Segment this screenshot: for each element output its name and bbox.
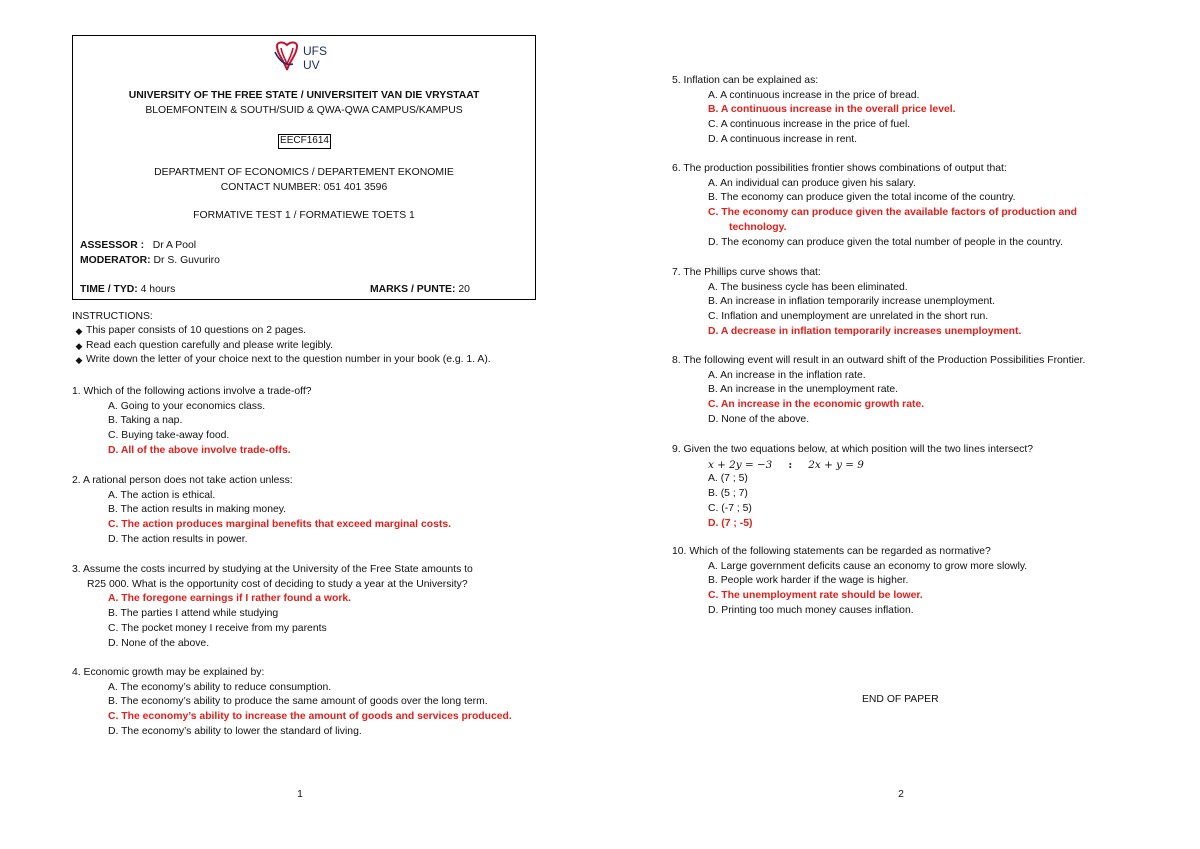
assessor-value: Dr A Pool — [152, 240, 197, 251]
option-b: B. The parties I attend while studying — [108, 608, 279, 620]
option-b: B. The action results in making money. — [108, 504, 287, 516]
question-stem: 3. Assume the costs incurred by studying at the University of the Free State amounts to — [72, 564, 473, 575]
marks-value: 20 — [458, 284, 470, 295]
test-title: FORMATIVE TEST 1 / FORMATIEWE TOETS 1 — [193, 210, 415, 221]
option-c: C. Buying take-away food. — [108, 430, 230, 442]
question-8 — [672, 354, 1172, 428]
option-c-correct: C. The economy can produce given the available factors of production and — [708, 207, 1077, 219]
page-2 — [600, 0, 1200, 849]
time-value: 4 hours — [140, 284, 176, 295]
logo-text-bottom: UV — [303, 58, 320, 72]
question-4 — [72, 666, 572, 740]
option-c: C. Inflation and unemployment are unrelated in the short run. — [708, 311, 989, 323]
equation-separator: : — [788, 458, 793, 471]
instruction-item: ◆ Read each question carefully and please write legibly. — [72, 339, 552, 354]
option-a: A. The economy’s ability to reduce consumption. — [108, 681, 332, 693]
option-d: D. A continuous increase in rent. — [708, 133, 858, 145]
question-9 — [672, 443, 1172, 531]
question-6 — [672, 162, 1172, 250]
ufs-logo — [273, 40, 343, 74]
assessor-label: ASSESSOR : — [80, 240, 145, 251]
question-7 — [672, 266, 1142, 340]
bullet-icon: ◆ — [75, 340, 83, 351]
cover-header-box — [72, 35, 536, 300]
option-c: C. A continuous increase in the price of fuel. — [708, 119, 911, 131]
page-number-2: 2 — [898, 789, 904, 800]
option-a-correct: A. The foregone earnings if I rather found a work. — [108, 593, 352, 605]
option-a: A. (7 ; 5) — [708, 473, 748, 485]
marks-label: MARKS / PUNTE: — [370, 284, 456, 295]
option-c-continued: technology. — [729, 221, 787, 233]
contact-number: CONTACT NUMBER: 051 401 3596 — [220, 182, 388, 193]
question-3 — [72, 563, 542, 651]
campus-line: BLOEMFONTEIN & SOUTH/SUID & QWA-QWA CAMPUS/KAMPUS — [145, 105, 463, 116]
option-a: A. Large government deficits cause an economy to grow more slowly. — [708, 560, 1028, 572]
option-a: A. An individual can produce given his salary. — [708, 177, 916, 189]
option-b: B. An increase in inflation temporarily increase unemployment. — [708, 296, 996, 308]
option-c-correct: C. The unemployment rate should be lower. — [708, 590, 923, 602]
question-stem: 7. The Phillips curve shows that: — [672, 267, 821, 278]
instructions-title: INSTRUCTIONS: — [72, 311, 153, 322]
question-stem: 5. Inflation can be explained as: — [672, 75, 819, 86]
option-c: C. (-7 ; 5) — [708, 502, 752, 514]
option-d: D. The economy’s ability to lower the standard of living. — [108, 725, 362, 737]
logo-text-top: UFS — [303, 44, 327, 58]
option-b-correct: B. A continuous increase in the overall price level. — [708, 104, 956, 116]
question-stem: 1. Which of the following actions involve a trade-off? — [72, 386, 312, 397]
option-b: B. People work harder if the wage is higher. — [708, 575, 909, 587]
option-b: B. The economy can produce given the total income of the country. — [708, 192, 1016, 204]
assessor-row — [80, 239, 196, 252]
option-d: D. None of the above. — [708, 413, 810, 425]
equation-2: 2𝑥 + 𝑦 = 9 — [808, 458, 864, 471]
option-c-correct: C. An increase in the economic growth rate. — [708, 399, 925, 411]
page-number-1: 1 — [297, 789, 303, 800]
question-stem: 2. A rational person does not take action unless: — [72, 475, 293, 486]
bullet-icon: ◆ — [75, 326, 83, 336]
question-stem: 10. Which of the following statements can be regarded as normative? — [672, 546, 991, 557]
equation-1: 𝑥 + 2𝑦 = −3 — [708, 458, 773, 471]
question-stem: 9. Given the two equations below, at which position will the two lines intersect? — [672, 444, 1033, 455]
option-d: D. None of the above. — [108, 637, 210, 649]
option-d-correct: D. A decrease in inflation temporarily increases unemployment. — [708, 325, 1022, 337]
moderator-row — [80, 254, 220, 267]
option-d: D. Printing too much money causes inflation. — [708, 604, 914, 616]
question-2 — [72, 474, 542, 548]
moderator-value: Dr S. Guvuriro — [153, 255, 220, 266]
option-b: B. An increase in the unemployment rate. — [708, 384, 899, 396]
option-a: A. The business cycle has been eliminated. — [708, 281, 908, 293]
question-stem: 4. Economic growth may be explained by: — [72, 667, 265, 678]
option-d: D. The economy can produce given the total number of people in the country. — [708, 236, 1063, 248]
university-name: UNIVERSITY OF THE FREE STATE / UNIVERSITEIT VAN DIE VRYSTAAT — [128, 90, 480, 101]
marks-row — [370, 283, 470, 296]
instruction-item: ◆ This paper consists of 10 questions on 2 pages. — [72, 324, 552, 339]
option-d-correct: D. (7 ; -5) — [708, 517, 753, 529]
option-a: A. A continuous increase in the price of bread. — [708, 89, 920, 101]
question-1 — [72, 385, 542, 459]
option-b: B. Taking a nap. — [108, 415, 183, 427]
option-c: C. The pocket money I receive from my parents — [108, 622, 327, 634]
instructions-block — [72, 310, 552, 368]
question-stem: 6. The production possibilities frontier shows combinations of output that: — [672, 163, 1007, 174]
option-c-correct: C. The action produces marginal benefits that exceed marginal costs. — [108, 519, 451, 531]
option-b: B. The economy’s ability to produce the same amount of goods over the long term. — [108, 696, 488, 708]
option-b: B. (5 ; 7) — [708, 488, 748, 500]
end-of-paper: END OF PAPER — [862, 694, 939, 705]
module-code: EECF1614 — [278, 134, 331, 149]
instruction-item: ◆ Write down the letter of your choice next to the question number in your book (e.g. 1. A). — [72, 353, 552, 368]
time-row — [80, 283, 175, 296]
question-stem: 8. The following event will result in an outward shift of the Production Possibilities Frontier. — [672, 355, 1086, 366]
question-5 — [672, 74, 1142, 148]
moderator-label: MODERATOR: — [80, 255, 151, 266]
department-line: DEPARTMENT OF ECONOMICS / DEPARTEMENT EKONOMIE — [154, 167, 454, 178]
option-d: D. The action results in power. — [108, 533, 248, 545]
option-d-correct: D. All of the above involve trade-offs. — [108, 444, 291, 456]
bullet-icon: ◆ — [75, 355, 83, 365]
question-stem-continued: R25 000. What is the opportunity cost of deciding to study a year at the University? — [87, 578, 468, 590]
question-10 — [672, 545, 1172, 619]
equations-line — [672, 458, 1172, 473]
time-label: TIME / TYD: — [80, 284, 138, 295]
option-a: A. An increase in the inflation rate. — [708, 369, 866, 381]
option-a: A. The action is ethical. — [108, 489, 216, 501]
option-a: A. Going to your economics class. — [108, 400, 266, 412]
option-c-correct: C. The economy’s ability to increase the amount of goods and services produced. — [108, 711, 512, 723]
